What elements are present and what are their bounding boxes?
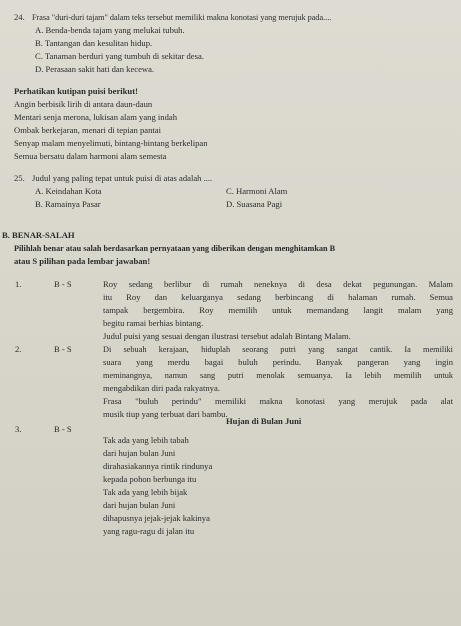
q25-option-a: A. Keindahan Kota	[35, 186, 102, 196]
q24-option-a: A. Benda-benda tajam yang melukai tubuh.	[35, 25, 185, 35]
item-1-statement: Judul puisi yang sesuai dengan ilustrasi tersebut adalah Bintang Malam.	[103, 331, 351, 341]
poem-intro: Perhatikan kutipan puisi berikut!	[14, 86, 138, 96]
item-1-line: itu Roy dan keluarganya sedang berbincang di halaman rumah. Semua	[103, 292, 453, 302]
item-2-line: suara yang merdu bagai buluh perindu. Banyak pangeran yang ingin	[103, 357, 453, 367]
item-2-choice: B - S	[54, 344, 72, 354]
item-2-line: meminangnya, namun sang putri menolak semuanya. Ia lebih memilih untuk	[103, 371, 453, 380]
q25-option-b: B. Ramainya Pasar	[35, 199, 101, 209]
item-2-statement: Frasa "buluh perindu" memiliki makna konotasi yang merujuk pada alat	[103, 396, 453, 406]
poem-line: Semua bersatu dalam harmoni alam semesta	[14, 151, 167, 161]
q24-option-c: C. Tanaman berduri yang tumbuh di sekitar desa.	[35, 51, 204, 61]
section-b-heading: B. BENAR-SALAH	[2, 230, 75, 240]
item-3-poem-line: Tak ada yang lebih bijak	[103, 487, 188, 497]
item-2-statement: musik tiup yang terbuat dari bambu.	[103, 409, 228, 419]
item-2-line: Di sebuah kerajaan, hiduplah seorang putri yang sangat cantik. Ia memiliki	[103, 345, 453, 354]
item-1-number: 1.	[15, 279, 22, 289]
q24-stem: Frasa "duri-duri tajam" dalam teks tersebut memiliki makna konotasi yang merujuk pada....	[32, 13, 332, 22]
item-1-line: begitu ramai berhias bintang.	[103, 318, 204, 328]
item-2-line: mengabdikan diri pada rakyatnya.	[103, 383, 220, 393]
item-3-poem-line: dirahasiakannya rintik rindunya	[103, 461, 213, 471]
q24-option-d: D. Perasaan sakit hati dan kecewa.	[35, 64, 155, 74]
poem-line: Mentari senja merona, lukisan alam yang indah	[14, 112, 177, 122]
section-b-instruction: atau S pilihan pada lembar jawaban!	[14, 256, 151, 266]
item-3-poem-line: kepada pohon berbunga itu	[103, 474, 197, 484]
item-3-poem-title: Hujan di Bulan Juni	[226, 416, 302, 426]
poem-line: Angin berbisik lirih di antara daun-daun	[14, 99, 153, 109]
q25-option-d: D. Suasana Pagi	[226, 199, 283, 209]
section-b-instruction: Pilihlah benar atau salah berdasarkan pernyataan yang diberikan dengan menghitamkan B	[14, 244, 336, 253]
item-1-choice: B - S	[54, 279, 72, 289]
q25-stem: Judul yang paling tepat untuk puisi di atas adalah ....	[32, 173, 213, 183]
item-3-number: 3.	[15, 424, 22, 434]
q25-number: 25.	[14, 173, 25, 183]
item-3-poem-line: yang ragu-ragu di jalan itu	[103, 526, 195, 536]
item-3-poem-line: Tak ada yang lebih tabah	[103, 435, 189, 445]
item-3-poem-line: dihapusnya jejak-jejak kakinya	[103, 513, 210, 523]
poem-line: Ombak berkejaran, menari di tepian pantai	[14, 125, 161, 135]
q25-option-c: C. Harmoni Alam	[226, 186, 288, 196]
item-2-number: 2.	[15, 344, 22, 354]
item-3-poem-line: dari hujan bulan Juni	[103, 448, 176, 458]
item-1-line: tampak bergembira. Roy memilih untuk memandang langit malam yang	[103, 305, 453, 315]
q24-option-b: B. Tantangan dan kesulitan hidup.	[35, 38, 153, 48]
poem-line: Senyap malam menyelimuti, bintang-bintang berkelipan	[14, 138, 208, 148]
q24-number: 24.	[14, 12, 25, 22]
item-3-choice: B - S	[54, 424, 72, 434]
item-3-poem-line: dari hujan bulan Juni	[103, 500, 176, 510]
item-1-line: Roy sedang berlibur di rumah neneknya di desa dekat pegunungan. Malam	[103, 279, 453, 289]
